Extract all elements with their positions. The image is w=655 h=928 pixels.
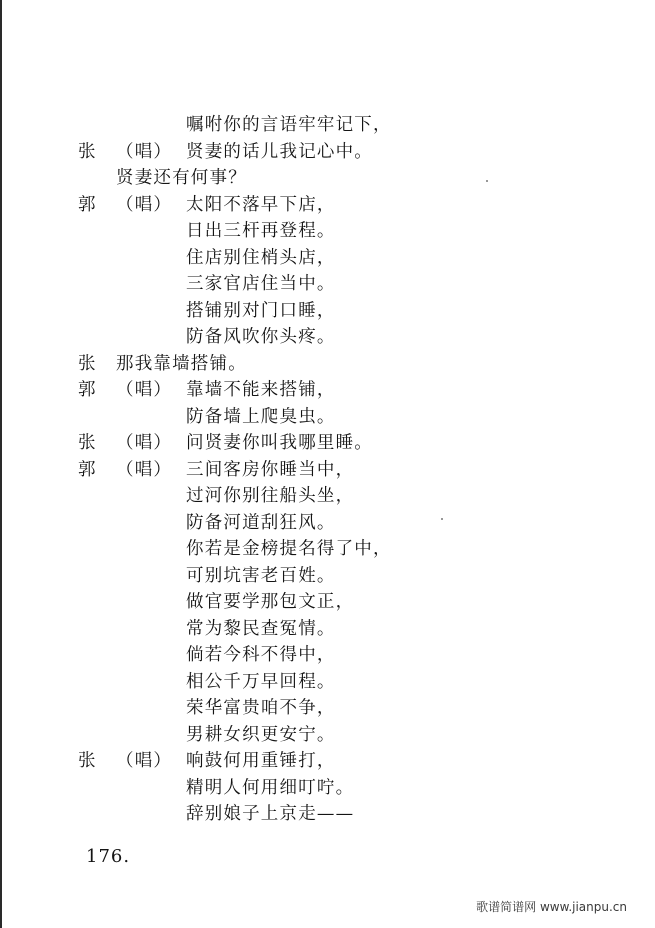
speaker-name: 郭 bbox=[78, 459, 97, 480]
script-line bbox=[0, 801, 655, 828]
sing-marker: （唱） bbox=[116, 194, 173, 215]
script-line bbox=[0, 642, 655, 669]
line-text: 嘱咐你的言语牢牢记下， bbox=[186, 115, 392, 135]
line-text: 相公千万早回程。 bbox=[186, 671, 336, 692]
script-line bbox=[0, 298, 655, 325]
watermark-text: 歌谱简谱网 www.jianpu.cn bbox=[476, 900, 627, 914]
line-text: 三家官店住当中。 bbox=[186, 274, 336, 294]
line-text: 倘若今科不得中， bbox=[186, 645, 336, 665]
line-text: 贤妻的话儿我记心中。 bbox=[186, 141, 373, 162]
line-text: 搭铺别对门口睡， bbox=[186, 300, 336, 321]
line-text: 精明人何用细叮咛。 bbox=[186, 777, 355, 798]
script-line bbox=[0, 404, 655, 431]
script-line bbox=[0, 775, 655, 802]
line-text: 那我靠墙搭铺。 bbox=[116, 353, 247, 374]
line-text: 贤妻还有何事？ bbox=[116, 168, 247, 188]
script-line bbox=[0, 324, 655, 351]
page-number: 176. bbox=[86, 846, 131, 867]
sing-marker: （唱） bbox=[116, 751, 173, 771]
line-text: 你若是金榜提名得了中， bbox=[186, 539, 392, 559]
script-line bbox=[0, 483, 655, 510]
sing-marker: （唱） bbox=[116, 141, 173, 162]
line-text: 辞别娘子上京走—— bbox=[186, 804, 355, 824]
script-line bbox=[0, 722, 655, 749]
speaker-name: 郭 bbox=[78, 380, 97, 400]
script-line bbox=[0, 112, 655, 139]
speaker-name: 张 bbox=[78, 353, 97, 374]
line-text: 可别坑害老百姓。 bbox=[186, 565, 336, 586]
script-line bbox=[0, 245, 655, 272]
line-text: 防备河道刮狂风。 bbox=[186, 512, 336, 533]
script-line bbox=[0, 457, 655, 484]
line-text: 荣华富贵咱不争， bbox=[186, 698, 336, 718]
script-line bbox=[0, 669, 655, 696]
line-text: 做官要学那包文正， bbox=[186, 592, 355, 612]
script-line bbox=[0, 218, 655, 245]
line-text: 问贤妻你叫我哪里睡。 bbox=[186, 433, 373, 453]
sing-marker: （唱） bbox=[116, 380, 173, 400]
script-line bbox=[0, 271, 655, 298]
sing-marker: （唱） bbox=[116, 459, 173, 480]
speaker-name: 张 bbox=[78, 751, 97, 771]
speck bbox=[486, 180, 488, 182]
script-line bbox=[0, 695, 655, 722]
script-line bbox=[0, 616, 655, 643]
sing-marker: （唱） bbox=[116, 433, 173, 453]
script-line bbox=[0, 589, 655, 616]
script-line bbox=[0, 165, 655, 192]
script-line bbox=[0, 192, 655, 219]
script-line bbox=[0, 563, 655, 590]
line-text: 男耕女织更安宁。 bbox=[186, 724, 336, 745]
speaker-name: 张 bbox=[78, 433, 97, 453]
line-text: 响鼓何用重锤打， bbox=[186, 751, 336, 771]
script-line bbox=[0, 430, 655, 457]
speaker-name: 郭 bbox=[78, 194, 97, 215]
line-text: 太阳不落早下店， bbox=[186, 194, 336, 215]
script-line bbox=[0, 510, 655, 537]
line-text: 过河你别往船头坐， bbox=[186, 486, 355, 506]
line-text: 防备墙上爬臭虫。 bbox=[186, 406, 336, 427]
script-line bbox=[0, 536, 655, 563]
speaker-name: 张 bbox=[78, 141, 97, 162]
script-line bbox=[0, 351, 655, 378]
speck bbox=[441, 518, 443, 520]
line-text: 三间客房你睡当中， bbox=[186, 459, 355, 480]
line-text: 住店别住梢头店， bbox=[186, 247, 336, 268]
script-line bbox=[0, 748, 655, 775]
script-line bbox=[0, 139, 655, 166]
script-line bbox=[0, 377, 655, 404]
line-text: 日出三杆再登程。 bbox=[186, 221, 336, 241]
line-text: 靠墙不能来搭铺， bbox=[186, 380, 336, 400]
line-text: 常为黎民查冤情。 bbox=[186, 618, 336, 639]
line-text: 防备风吹你头疼。 bbox=[186, 327, 336, 347]
